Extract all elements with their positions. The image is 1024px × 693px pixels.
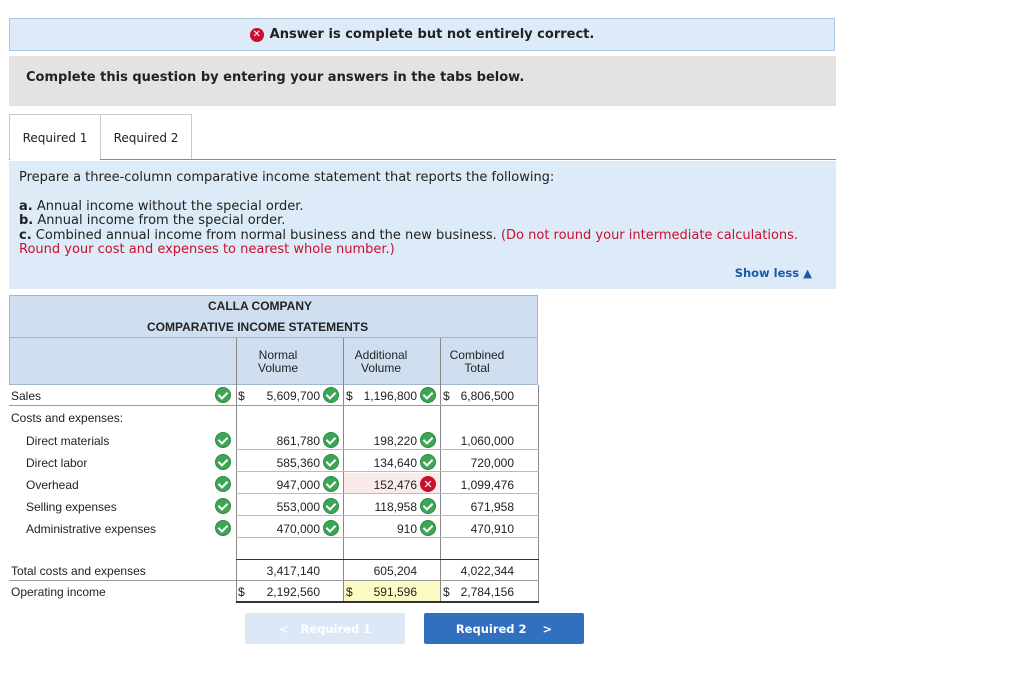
sales-normal[interactable]: 5,609,700 [266, 389, 320, 403]
next-required-2-button[interactable]: Required 2 > [424, 613, 584, 644]
check-icon [323, 520, 339, 536]
currency-sign: $ [346, 585, 353, 599]
check-icon [215, 432, 231, 448]
currency-sign: $ [238, 389, 245, 403]
row-divider [236, 449, 539, 450]
check-icon [420, 520, 436, 536]
cost-normal-3[interactable]: 553,000 [276, 500, 320, 514]
row-divider [236, 471, 539, 472]
check-icon [420, 432, 436, 448]
company-name: CALLA COMPANY [208, 299, 312, 313]
total-additional: 605,204 [373, 564, 417, 578]
operating-normal: 2,192,560 [266, 585, 320, 599]
check-icon [323, 387, 339, 403]
col-normal-volume: Normal Volume [257, 348, 299, 375]
row-label-sales: Sales [11, 389, 42, 403]
check-icon [420, 387, 436, 403]
check-icon [323, 498, 339, 514]
cost-combined-2: 1,099,476 [460, 478, 514, 492]
sales-additional[interactable]: 1,196,800 [363, 389, 417, 403]
check-icon [215, 476, 231, 492]
cost-normal-0[interactable]: 861,780 [276, 434, 320, 448]
check-icon [215, 520, 231, 536]
currency-sign: $ [443, 389, 450, 403]
costs-section-label: Costs and expenses: [11, 411, 124, 425]
result-banner [9, 18, 835, 51]
row-divider [236, 515, 539, 516]
row-label-2: Overhead [26, 478, 79, 492]
row-label-1: Direct labor [26, 456, 88, 470]
cost-additional-3[interactable]: 118,958 [374, 500, 417, 514]
chevron-left-icon: < [278, 621, 289, 636]
row-divider [236, 537, 539, 538]
cost-normal-4[interactable]: 470,000 [276, 522, 320, 536]
question-intro: Prepare a three-column comparative income statement that reports the following: [19, 170, 555, 185]
check-icon [215, 498, 231, 514]
currency-sign: $ [443, 585, 450, 599]
check-icon [323, 432, 339, 448]
row-divider [236, 493, 539, 494]
check-icon [215, 387, 231, 403]
question-item-a: a. Annual income without the special order. [19, 198, 304, 214]
sales-combined[interactable]: 6,806,500 [460, 389, 514, 403]
row-label-3: Selling expenses [26, 500, 117, 514]
x-error-icon: ✕ [420, 476, 436, 492]
check-icon [323, 476, 339, 492]
chevron-right-icon: > [542, 621, 553, 636]
row-label-operating-income: Operating income [11, 585, 106, 599]
table-header-title [9, 317, 538, 337]
row-label-4: Administrative expenses [26, 522, 157, 536]
rounding-note: (Do not round your intermediate calculations. Round your cost and expenses to nearest whole number.) [19, 227, 799, 257]
operating-combined: 2,784,156 [460, 585, 514, 599]
show-less-link[interactable]: Show less ▲ [734, 266, 812, 280]
currency-sign: $ [238, 585, 245, 599]
tab-required-2[interactable]: Required 2 [101, 114, 192, 160]
triangle-up-icon: ▲ [803, 266, 812, 280]
table-column-headers [9, 337, 538, 385]
col-combined-total: Combined Total [449, 348, 505, 375]
cost-additional-0[interactable]: 198,220 [373, 434, 417, 448]
row-label-0: Direct materials [26, 434, 110, 448]
cost-combined-3: 671,958 [470, 500, 514, 514]
col-additional-volume: Additional Volume [354, 348, 408, 375]
check-icon [420, 498, 436, 514]
statement-title: COMPARATIVE INCOME STATEMENTS [147, 320, 369, 334]
cost-additional-2[interactable]: 152,476 [373, 478, 417, 492]
check-icon [215, 454, 231, 470]
instruction-text: Complete this question by entering your answers in the tabs below. [9, 56, 836, 106]
cost-combined-1: 720,000 [470, 456, 514, 470]
currency-sign: $ [346, 389, 353, 403]
cost-combined-4: 470,910 [470, 522, 514, 536]
cost-combined-0: 1,060,000 [460, 434, 514, 448]
question-item-b: b. Annual income from the special order. [19, 213, 286, 228]
operating-additional: 591,596 [373, 585, 417, 599]
tab-divider [9, 159, 836, 160]
table-header-company [9, 295, 538, 317]
row-label-total-costs: Total costs and expenses [11, 564, 146, 578]
cost-normal-1[interactable]: 585,360 [276, 456, 320, 470]
total-combined: 4,022,344 [460, 564, 514, 578]
cost-normal-2[interactable]: 947,000 [276, 478, 320, 492]
x-circle-icon: ✕ [250, 28, 264, 42]
check-icon [420, 454, 436, 470]
check-icon [323, 454, 339, 470]
cost-additional-1[interactable]: 134,640 [373, 456, 417, 470]
tab-required-1[interactable]: Required 1 [9, 114, 101, 160]
question-item-c: c. Combined annual income from normal business and the new business. (Do not round your intermediate calculations. Round your cost and expenses to nearest whole number.) [19, 227, 799, 257]
banner-text: Answer is complete but not entirely correct. [269, 27, 595, 42]
total-normal: 3,417,140 [266, 564, 320, 578]
prev-required-1-button[interactable]: < Required 1 [245, 613, 405, 644]
cost-additional-4[interactable]: 910 [396, 522, 417, 536]
question-box [9, 161, 836, 289]
